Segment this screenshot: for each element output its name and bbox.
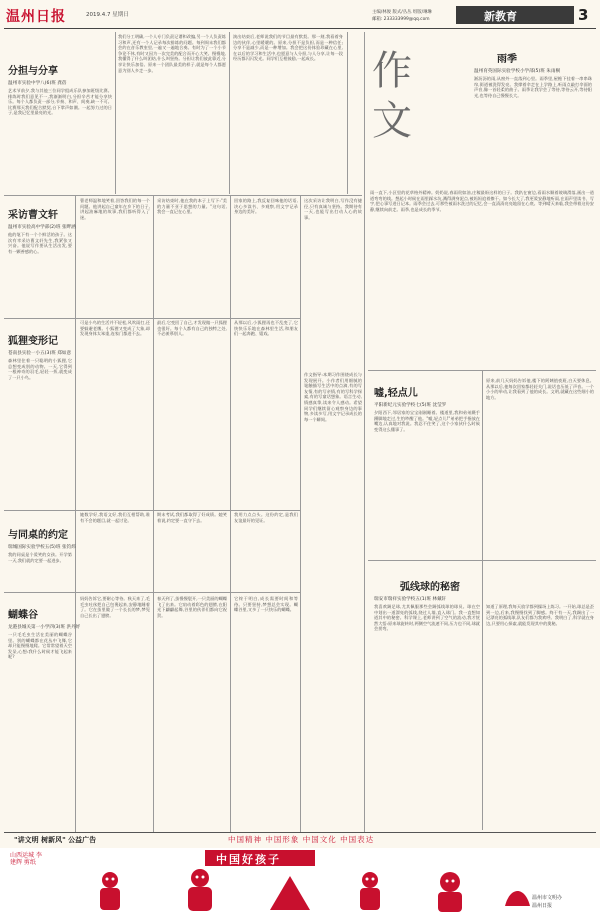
editors-line: 主编/林俊 版式/丛丛 组版/琳琳: [372, 10, 432, 15]
col-divider: [75, 196, 76, 833]
article-title: 狐狸变形记: [8, 336, 58, 347]
article-byline: 苍南县实验一小五(3)班 郑如意: [8, 351, 72, 356]
article-body: 期末考试,我们都取得了好成绩。她笑着说,约定要一直守下去。: [157, 512, 227, 523]
article-title: 分担与分享: [8, 66, 58, 77]
credit-org1: 温州市文明办: [532, 895, 563, 901]
col-divider: [364, 32, 365, 832]
article-byline: 瑞城国际实验学校五(5)班 张钧炜: [8, 545, 76, 550]
page-number: 3: [578, 6, 589, 24]
article-body: 一只毛毛虫生活在美丽的蝴蝶谷里。别的蝴蝶都在花丛中飞舞,它却只能慢慢地爬。它常常望着天空发呆,心想:我什么时候才能飞起来呢?: [8, 632, 72, 660]
article-body: 我的同桌是个爱笑的女孩。开学第一天,我们就约定要一起进步。: [8, 552, 72, 563]
article-body: 雨一直下,小区里的花草格外精神。奶奶说,春雨贵如油,庄稼最盼这样的日子。我趴在窗边,看雨水顺着玻璃滑落,画出一道道弯弯的线。想起小时候在雨里踩水坑,溅得满身泥点,被妈妈追着擦干。如今长大了,我更爱安静地听雨,在雨声里读书、写字,把心事写进日记本。雨季会过去,可那些被雨水洗过的记忆,会一直清清亮亮地留在心底。等到晴天来临,我会带着这份安静,继续向前走。雨季,也是成长的季节。: [370, 190, 594, 212]
article-body: 它终于明白,成长需要时间和等待。只要坚持,梦想总会实现。蝴蝶谷里,又多了一只快乐的蝴蝶。: [234, 596, 298, 613]
article-body: 艺术节前夕,我与其他三位同学组成乐队参加班级比赛。排练时我们意见不一,我渐渐明白,分担辛苦才能分享快乐。每个人都负责一部分,节奏、和声、间奏,缺一不可。比赛那天我们配合默契,台下掌声如潮。一起努力过的日子,是我记忆里最亮的光。: [8, 88, 112, 116]
col-divider: [482, 370, 483, 830]
article-byline: 平阳新纪元实验学校七(5)班 沈莹罗: [374, 403, 447, 408]
credit-org2: 温州日报: [532, 903, 553, 909]
section-title: 新教育: [484, 10, 517, 23]
article-body: 妈妈告诉它,要耐心等待。秋天来了,毛毛虫吐丝把自己包裹起来,安静地睡着了。它在茧里做了一个长长的梦,梦见自己长出了翅膀。: [80, 596, 150, 618]
poster-credit-left: 山西运城 李建辉 剪纸: [10, 852, 42, 866]
col-divider: [300, 196, 301, 833]
col-divider: [347, 32, 348, 194]
section-rule: [368, 370, 596, 371]
article-body: 知道了原理,我每天放学都到操场上练习。一开始,球总是歪到一边,后来,我慢慢找到了脚感。终于有一天,我踢出了一记漂亮的弧线球,队友们都为我欢呼。我明白了,科学就在身边,只要用心探索,就能发现其中的奥秘。: [486, 604, 594, 626]
footer-rule: [4, 832, 596, 833]
article-body: 我喜欢踢足球,尤其佩服那些会踢弧线球的球员。球在空中划出一道漂亮的弧线,绕过人墙,直入球门。我一直想知道其中的秘密。科学课上,老师讲到了空气的流动,我才恍然大悟:原来球旋转时,两侧空气流速不同,压力也不同,球就会拐弯。: [374, 604, 480, 632]
masthead-rule: [4, 28, 596, 29]
article-body: 夕阳西下,邻居家的宝宝刚刚睡着。楼道里,我和弟弟蹑手蹑脚地走过,生怕吵醒了他。"嘘,轻点儿!"弟弟把手指放在嘴边,认真地对我说。我忍不住笑了,这个小家伙什么时候变得这么懂事了。: [374, 410, 480, 432]
article-body: 曹老师温和地笑着,回答我们的每一个问题。他讲起自己童年在乡下的日子,讲起油麻地的故事,我们都听得入了迷。: [80, 198, 150, 220]
article-body: 回家的路上,我反复回味他的话语,决心多读书、多观察,用文字记录身边的美好。: [234, 198, 298, 215]
article-body: 可是小鸟的生活并不轻松,风吹雨打,还要躲避老鹰。小狐狸又变成了大象,却发现身体太笨重,连家门都进不去。: [80, 320, 150, 337]
article-byline: 温州市实验中学八(6)班 龚蓓: [8, 81, 67, 86]
section-rule: [4, 195, 362, 196]
article-body: 他的笔下有一个个鲜活的孩子。这次有幸采访曹文轩先生,我紧张又兴奋。他说写作要从生活出发,要有一颗善感的心。: [8, 232, 72, 254]
section-rule: [4, 592, 300, 593]
col-divider: [115, 32, 116, 194]
article-byline: 温州育英国际实验学校小学部(5)班 朱雨桐: [474, 69, 561, 74]
article-body: 淅沥沥的雨,从窗外一直落到心里。雨季里,屋檐下挂着一串串珠帘,街道被洗得发亮。我撑着伞走在上学路上,听雨点敲打伞面的声音,像一首轻柔的曲子。雨季让我学会了等待,等待云开,等待阳光,也等待自己慢慢长大。: [474, 76, 592, 98]
col-divider: [153, 196, 154, 833]
article-byline: 温州市实验高中学部(2)班 张畔涵: [8, 225, 76, 230]
col-divider: [229, 32, 230, 194]
section-rule: [4, 318, 300, 319]
article-body: 我们分工明确,一个人专门负责记谱和改编,另一个人负责练习和声,还有一个人记录每次排练的问题。每到周末我们都会约在音乐教室里,一遍又一遍地合奏。有时为了一个小节争论不休,有时又因为一次完美的配合而开心大笑。慢慢地,我懂得了什么叫团结,什么叫坚持。分担让我们彼此靠近,分享让快乐加倍。原来一个团队最美的样子,就是每个人都愿意为别人多走一步。: [118, 34, 226, 73]
article-body: 采访结束时,他在我的本子上写下:"美的力量不亚于思想的力量。"这句话,我会一直记在心里。: [157, 198, 227, 215]
issue-date: 2019.4.7 星期日: [86, 12, 129, 18]
papercut-illustration: [50, 866, 553, 914]
column-logo: 作文: [372, 48, 412, 144]
article-title: 采访曹文轩: [8, 210, 58, 221]
ad-title: "讲文明 树新风" 公益广告: [14, 836, 97, 844]
newspaper-logo: 温州日报: [6, 9, 66, 25]
article-body: 从那以后,小狐狸再也不乱变了,它快快乐乐地在森林里生活,和朋友们一起奔跑、嬉戏。: [234, 320, 298, 337]
masthead: [0, 0, 600, 30]
article-body: 原来,前几天妈妈告诉他,楼下的阿姨值夜班,白天要休息。从那以后,他每次回家都轻轻关门,说话也压低了声音。一个小小的举动,让我看到了他的成长。文明,就藏在这些细小的地方。: [486, 378, 594, 400]
article-body: 森林里住着一只聪明的小狐狸,它总想变成别的动物。一天,它得到一根神奇的羽毛,轻轻一挥,就变成了一只小鸟。: [8, 358, 72, 380]
article-byline: 瑞安市瑞祥实验学校五(1)班 林戴轩: [374, 597, 447, 602]
section-rule: [4, 510, 300, 511]
article-body: 作文指导:本期习作围绕成长与发现展开。小作者们用细腻的笔触描写生活中的点滴,有的写友情,有的写亲情,有的写科学探索,有的写童话想象。语言生动,情感真挚,读来令人感动。希望同学们继续留心观察身边的事物,多读多写,用文字记录成长的每一个瞬间。: [304, 372, 362, 422]
article-title: 蝴蝶谷: [8, 610, 38, 621]
article-body: 我用力点点头。这份约定,是我们友谊最好的见证。: [234, 512, 298, 523]
article-body: 她数学好,我语文好,我们互相帮助,谁有不会的题目,就一起讨论。: [80, 512, 150, 523]
article-title: 嘘,轻点儿: [374, 388, 418, 399]
article-byline: 龙港县城关第一小学四(3)班 洪丹妤: [8, 625, 81, 630]
col-divider: [230, 196, 231, 833]
article-body: 春天到了,茧慢慢裂开,一只美丽的蝴蝶飞了出来。它扇动着彩色的翅膀,在阳光下翩翩起舞,谷里的伙伴们都向它祝贺。: [157, 596, 227, 618]
article-title: 弧线球的秘密: [400, 582, 460, 593]
email-line: 邮箱: 233333999@qq.com: [372, 17, 430, 22]
slogan-line: 中国精神 中国形象 中国文化 中国表达: [228, 835, 375, 844]
section-rule: [368, 560, 596, 561]
article-title: 与同桌的约定: [8, 530, 68, 541]
poster-title: 中国好孩子: [216, 853, 281, 866]
article-body: 最后,它变回了自己,才发现做一只狐狸也很好。每个人都有自己的独特之处,不必羡慕别人。: [157, 320, 227, 337]
article-body: 演出结束后,老师说我们的节目最有默契。那一刻,我看着身边的伙伴,心里暖暖的。原来,分担不是负担,而是一种信任;分享不是减少,而是一种增加。我会把这份体验珍藏在心里,在以后的学习和生活中,也愿意与人分担,与人分享,让每一段经历都闪闪发光。同学们互相鼓励,一起成长。: [233, 34, 343, 62]
article-title: 雨季: [497, 54, 517, 65]
article-body: 这次采访让我明白,写作没有捷径,只有真诚与坚持。我期待有一天,也能写出打动人心的故事。: [304, 198, 362, 220]
